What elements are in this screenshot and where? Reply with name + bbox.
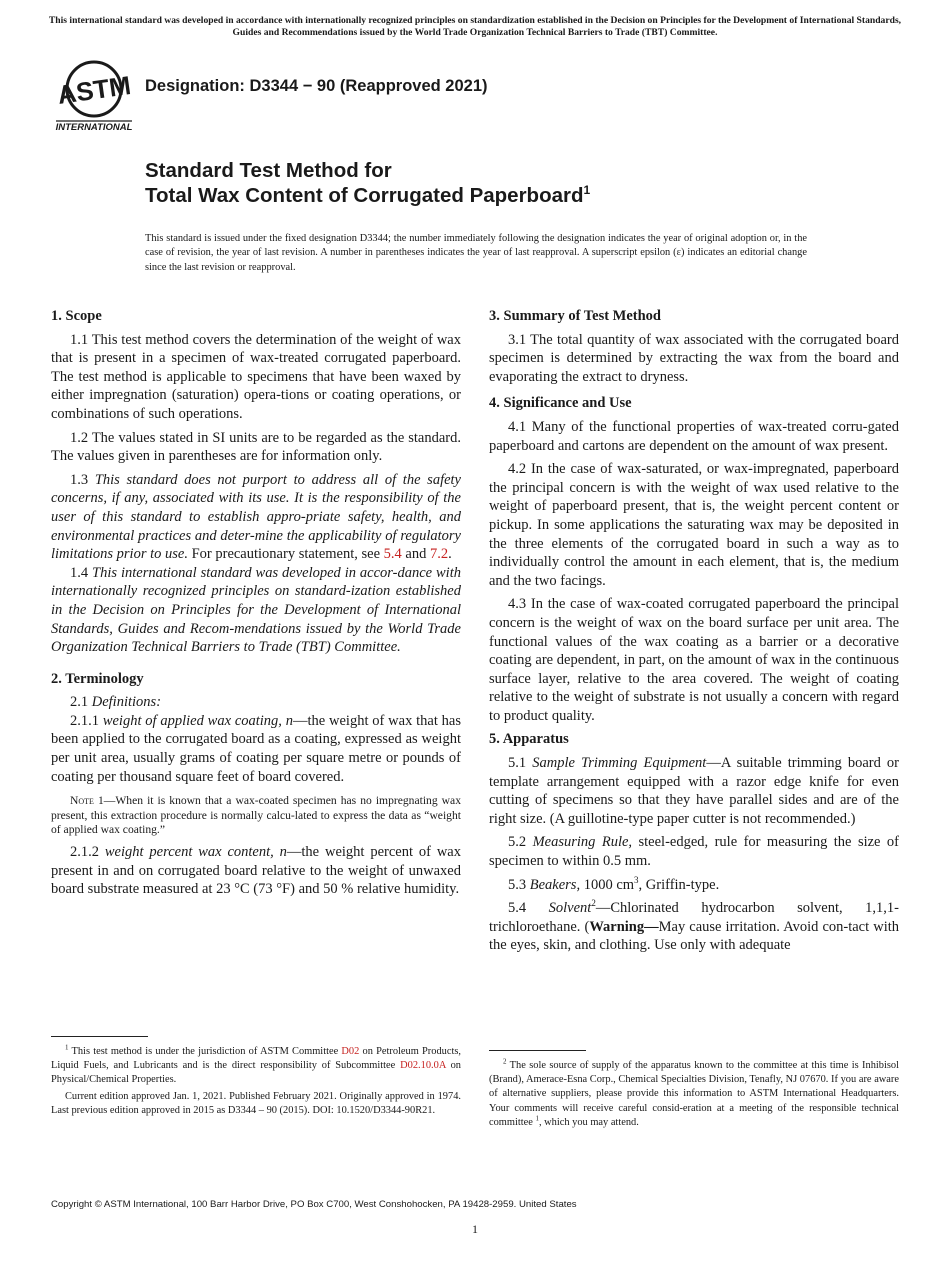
paragraph-4-2: 4.2 In the case of wax-saturated, or wax-impregnated, paperboard the principal concern is with the weight of wax used relative to the weight of paperboard present, that is, the weight percent content or pickup. In some applications the saturating wax may be deposited in the three elements of the corrugated board in such a way as to individually control the amount in each element, that is, the medium and the two facings.	[489, 461, 899, 589]
document-title	[145, 158, 590, 208]
link-section-5-4[interactable]: 5.4	[383, 546, 402, 563]
logo-caption: INTERNATIONAL	[55, 122, 133, 133]
paragraph-1-3: 1.3 This standard does not purport to address all of the safety concerns, if any, associated with its use. It is the responsibility of the user of this standard to establish appro-priate safety, health, and environmental practices and deter-mine the applicability of regulatory limitations prior to use. For precautionary statement, see 5.4 and 7.2.	[51, 471, 461, 563]
paragraph-2-1-1: 2.1.1 weight of applied wax coating, n—the weight of wax that has been applied to the corrugated board as a coating, expressed as weight per unit area, usually grams of coating per square metre or pounds of coating per thousand square feet of board covered.	[51, 712, 461, 785]
title-line-2: Total Wax Content of Corrugated Paperboard$^1$	[145, 183, 591, 207]
right-column	[489, 307, 899, 960]
copyright-notice: Copyright © ASTM International, 100 Barr Harbor Drive, PO Box C700, West Conshohocken, PA 19428-2959. United States	[51, 1199, 577, 1210]
note-1: Note 1—When it is known that a wax-coated specimen has no impregnating wax present, this extraction procedure is normally calcu-lated to express the data as “weight of applied wax coating.”	[51, 794, 461, 837]
designation: Designation: D3344 − 90 (Reapproved 2021)	[145, 77, 488, 95]
edition-note: Current edition approved Jan. 1, 2021. Published February 2021. Originally approved in 1974. Last previous edition approved in 2015 as D3344 – 90 (2015). DOI: 10.1520/D3344-90R21.	[51, 1090, 461, 1116]
paragraph-5-1: 5.1 Sample Trimming Equipment—A suitable trimming board or template arrangement equipped with a razor edge knife for even cutting of specimens so that they have parallel sides and are of the right size. (A guillotine-type paper cutter is not recommended.)	[489, 755, 899, 827]
section-heading-summary: 3. Summary of Test Method	[489, 308, 661, 324]
section-heading-terminology: 2. Terminology	[51, 670, 144, 687]
footnote-divider-right	[489, 1050, 586, 1051]
paragraph-1-2: 1.2 The values stated in SI units are to be regarded as the standard. The values given in parentheses are for information only.	[51, 429, 461, 465]
footnote-ref-2[interactable]: 2	[591, 898, 596, 909]
link-section-7-2[interactable]: 7.2	[429, 546, 449, 563]
astm-logo	[52, 56, 136, 134]
paragraph-5-3: 5.3 Beakers, 1000 $cm^3$, Griffin-type.	[508, 874, 720, 893]
logo-text: ASTM	[55, 70, 133, 110]
section-heading-apparatus: 5. Apparatus	[489, 731, 569, 748]
section-heading-scope: 1. Scope	[51, 308, 102, 324]
link-committee-d02[interactable]: D02	[341, 1046, 360, 1057]
footnote-2: $^2$ The sole source of supply of the apparatus known to the committee at this time is Inhibisol (Brand), Amerace-Esna Corp., Chemical Specialties Division, Tenafly, NJ 07670. If you are aware of alternative suppliers, please provide this information to ASTM International Headquarters. Your comments will receive careful consid-eration at a meeting of the responsible technical committee $^1$, which you may attend.	[489, 1057, 899, 1128]
footnote-divider-left	[51, 1036, 148, 1037]
section-heading-significance: 4. Significance and Use	[489, 395, 632, 412]
paragraph-5-2: 5.2 Measuring Rule, steel-edged, rule for measuring the size of specimen to within 0.5 mm.	[489, 834, 900, 870]
page-number: 1	[472, 1222, 478, 1236]
title-footnote-ref[interactable]: 1	[583, 183, 591, 198]
paragraph-4-3: 4.3 In the case of wax-coated corrugated paperboard the principal concern is the weight of wax on the board surface per unit area. The functional values of the wax coating as a barrier or a decorative coating are dependent, in part, on the amount of wax in the continuous surface layer, relative to the area covered. The weight of coating relative to the weight of substrate is not usually a concern with regard to product quality.	[489, 596, 899, 724]
paragraph-3-1: 3.1 The total quantity of wax associated with the corrugated board specimen is determined by extracting the wax from the board and evaporating the extract to dryness.	[489, 331, 899, 385]
header-notice: This international standard was developed in accordance with internationally recognized principles on standardization established in the Decision on Principles for the Development of International Standards, Guides and Recommendations issued by the World Trade Organization Technical Barriers to Trade (TBT) Committee.	[48, 15, 902, 38]
paragraph-1-4: 1.4 This international standard was developed in accor-dance with internationally recognized principles on standard-ization established in the Decision on Principles for the Development of International Standards, Guides and Recom-mendations issued by the World Trade Organization Technical Barriers to Trade (TBT) Committee.	[51, 564, 461, 656]
left-column	[51, 307, 461, 904]
paragraph-1-1: 1.1 This test method covers the determination of the weight of wax that is present in a specimen of wax-treated corrugated paperboard. The test method is applicable to specimens that have been waxed by either impregnation (saturation) opera-tions or coating operations, or combinations of such operations.	[51, 331, 461, 422]
paragraph-2-1-2: 2.1.2 weight percent wax content, n—the weight percent of wax present in and on corrugated board relative to the weight of unwaxed board substrate measured at 23 °C (73 °F) and 50 % relative humidity.	[51, 844, 461, 898]
title-line-1: Standard Test Method for	[145, 159, 392, 182]
footnote-1: $^1$ This test method is under the jurisdiction of ASTM Committee D02 on Petroleum Products, Liquid Fuels, and Lubricants and is the direct responsibility of Subcommittee D02.10.0A on Physical/Chemical Properties. Current edition approved Jan. 1, 2021. Published February 2021. Originally approved in 1974. Last previous edition approved in 2015 as D3344 – 90 (2015). DOI: 10.1520/D3344-90R21.	[51, 1045, 461, 1120]
paragraph-2-1: 2.1 Definitions:	[70, 694, 162, 711]
paragraph-5-4: 5.4 Solvent$^2$—Chlorinated hydrocarbon solvent, 1,1,1-trichloroethane. (Warning—May cause irritation. Avoid con-tact with the eyes, skin, and clothing. Use only with adequate	[489, 898, 900, 954]
link-subcommittee-d02-10-0a[interactable]: D02.10.0A	[400, 1060, 446, 1072]
paragraph-4-1: 4.1 Many of the functional properties of wax-treated corru-gated paperboard and cartons are dependent on the amount of wax present.	[489, 418, 899, 454]
issuance-note: This standard is issued under the fixed designation D3344; the number immediately following the designation indicates the year of original adoption or, in the case of revision, the year of last revision. A number in parentheses indicates the year of last reapproval. A superscript epsilon (ε) indicates an editorial change since the last revision or reapproval.	[145, 233, 807, 273]
